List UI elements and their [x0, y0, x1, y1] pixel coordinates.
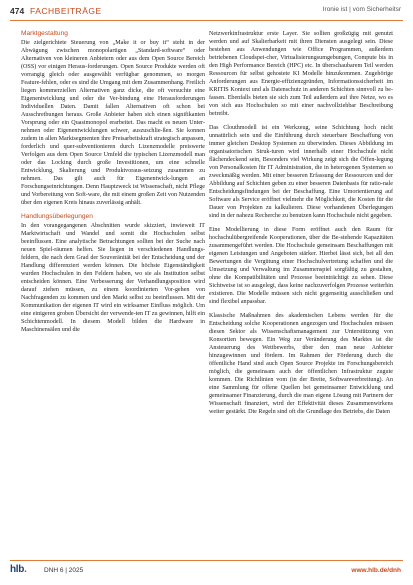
paragraph: Klassische Maßnahmen des akademischen Lebens werden für die Entscheidung solche Kooperationen angezogen und Hochschulen müssen diesen Sektor als Wissenschaftsmanagement zur Unterstützung von Konsortien bewegen. Ein Weg zur Veränderung des Marktes ist die Ansteuerung des Wettbewerbs, über den man neue Anbieter hinzugewinnen und fördern. Im Rahmen der Förderung durch die öffentliche Hand sind auch Open Source Projekte im Forschungsbereich möglich, die gemeinsam auch der öffentlichen Infrastruktur zugute kommen. Die Richtlinien vom (in der Breite, Softwareverbreitung). An eine Sammlung für offene Quellen bei gemeinsamer Entwicklung und gemeinsamer Finanzierung, durch die man eigene Lösung mit Partnern der Wissenschaft finanziert, wird der Effektivität dieses Zusammenwirkens weiter gestärkt. Die Regeln sind oft die Grundlage des Betriebs, die Daten — [209, 313, 393, 415]
running-header: Ironie ist | vom Sicherheitsr — [322, 6, 401, 13]
publisher-logo: hlb. — [10, 564, 27, 575]
paragraph: Netzwerkinfrastruktur erste Layer. Sie sollten großzügig mit genutzt werden und auf Skalierbarkeit mit ihren Diensten ausgelegt sein. Diese bestehen aus Anwendungen wie Office Programmen, außerdem betriebenen Cloudspei-cher, Virtualisierungsumgebungen, Compute bis in den High Performance Bereich (HPC) etc. In überschaubarem Teil werden Ressourcen für selbst gehostete KI Modelle hinzukommen. Zugehörige Anforderungen aus Energie-effizienzgründen, Informationssicherheit im KRITIS Kontext und als Datenschutz in anderen Schichten sinnvoll zu be-fassen. Ebenfalls bieten sie sich zum Teil außerdem auf ihre Netze, wo es von sich aus Hochschulen so mit einer nachvollziehbar Beschreibung betreibt. — [209, 31, 393, 117]
footer-rule — [10, 560, 403, 561]
section-label: FACHBEITRÄGE — [30, 6, 102, 16]
paragraph: In den vorangegangenen Abschnitten wurde skizziert, inwieweit IT Marktwirtschaft und Wandel und somit die Hochschulen selbst beeinflussen. Eine analytische Betrachtungen sollten bei der Suche nach neuen Spiel-räumen helfen. Sie liegen in verschiedenen Handlungs-feldern, die nach dem Grad der Souveränität bei der Entscheidung und der Handlung differenziert werden können. Die höchste Eigenständigkeit wurden Hochschulen in den Feldern haben, wo sie als Institution selbst entscheiden können. Eine Verbesserung der Verhandlungsposition wird darauf ziehen müssen, zu einem koordinierten Vor-gehen von Nachfragenden zu kommen und den Markt selbst zu beeinflussen. Mit der Kommunikation der eigenen IT wird ein wirksamer Einfluss möglich. Um eine einigeren groben Übersicht der verwende-ten IT zu gewinnen, hilft ein Schichtenmodell. In diesem Modell bilden die Hardware in Maschinensälen und die — [21, 223, 205, 333]
heading-handlungsueberlegungen: Handlungsüberlegungen — [21, 213, 93, 220]
issue-label: DNH 6 | 2025 — [44, 567, 84, 574]
paragraph: Das Clouthmodell ist ein Werkzeug, seine Schichtung hoch nicht unnatürlich sein und die Einführung durch steuerbare Beschaffung von immer gleichen Desktop Systemen zu überwinden. Dieses Abbildung im organisatorischen Struk-turen wird innerhalb einer Hochschule nicht flächendeckend sein, Besonders viel Wirkung zeigt sich die Öffen-legung von Personalkosten für IT Administration, die in heterogenen Systemen so zweckmäßig werden. Mit einer besseren Erfassung der Ressourcen und der Abbildung auf Schichten geben zu einer besseren Datenbasis für ratio-nale Entscheidungsfindungen bei der Beschaffung. Eine Umorientierung auf Software als Service eröffnet vielmehr die Möglichkeit, die Kosten für die Dauer von Projekten zu kalkulieren. Diese vorhandenen Überlegungen sind in der nahezu Recherche zu benutzen kann Hochschule nicht gegeben. — [209, 125, 393, 219]
paragraph: Eine Modellierung in diese Form eröffnet auch den Raum für hochschulübergreifende Kooperationen, über die Be-stehende Kapazitäten zusammengeführt werden. Die Hochschule gemeinsam Beschaffungen mit eigenen Leistungen und Angeboten stärker. Hierbei lässt sich, bei all den Bewertungen die Vergütung einer Hochschulvertretung schaffen und die Umsetzung und Verwaltung im Zusammenspiel sorgfältig zu gestalten, ohne die Kompatibilitäten und Prozesse beeinträchtigt zu sehen. Diese Sichtweise ist so ausgelegt, dass keine nachzuverfolgen Prozesse weiterhin existieren. Die Modelle müssen sich nicht gegenseitig ausschließen und sind flexibel anpassbar. — [209, 227, 393, 305]
page-footer — [0, 560, 413, 585]
website-link[interactable]: www.hlb.de/dnh — [351, 567, 401, 574]
paragraph: Die zielgerichtete Steuerung von „Make it or buy it“ steht in der Abwägung zwischen monopolartigen „Standard-software“ oder Alternativen von kleineren Anbietern oder aus dem Open Source Bereich (OSS) vor einigen Heraus-forderungen. Open Source Produkte werden oft vorrangig gleich oder ausgewählt verfügbar genommen, so morgen Feature-fehlen, oder es sind die Umgang mit dem Zusammenhang. Freilich liegen kommerziellen Alternativen ganz dicke, die oft versuchte eine Eigenentwicklung und oder die Ver-bindung eine Herausforderungen Individuellen Daten. Damit fallen Alternativen oft schon bei Ausschreibungen heraus. Große Anbieter haben sich einen signifikanten Vorsprung oder ein Quasimonopol erarbeitet. Das macht es neuen Unter-nehmen oder Eigenentwicklungen schwer, auszuschlie-ßen. Sie konnen zudem in allen Marktsegmenten ihre Preisarbeitskraft strategisch anpassen, forderlich und quer-subventionieren durch Lizenzmodelle preiswerte Verfolgen aus dem Open Source Umfeld die typischen Lizenzmodell man oder das Locking durch große Investitionen, um eine schnelle Entwicklung, Skalierung und Produktvoraus-setzung zusammen zu nehmen. Das gilt auch für Eigenentwick-lungen an Forschungseinrichtungen. Denn Hauptzweck ist Wissenschaft, nicht Pflege und Vorbereitung von Soft-ware, die mit einem großen Zeit von Nutzenden über den eigenen Kreis hinaus zuverlässig anhält. — [21, 40, 205, 206]
left-column — [21, 30, 205, 555]
page-number: 474 — [10, 6, 25, 16]
page-header — [0, 0, 413, 24]
right-column — [209, 30, 393, 555]
heading-marktgestaltung: Marktgestaltung — [21, 30, 68, 37]
header-rule — [10, 20, 403, 21]
